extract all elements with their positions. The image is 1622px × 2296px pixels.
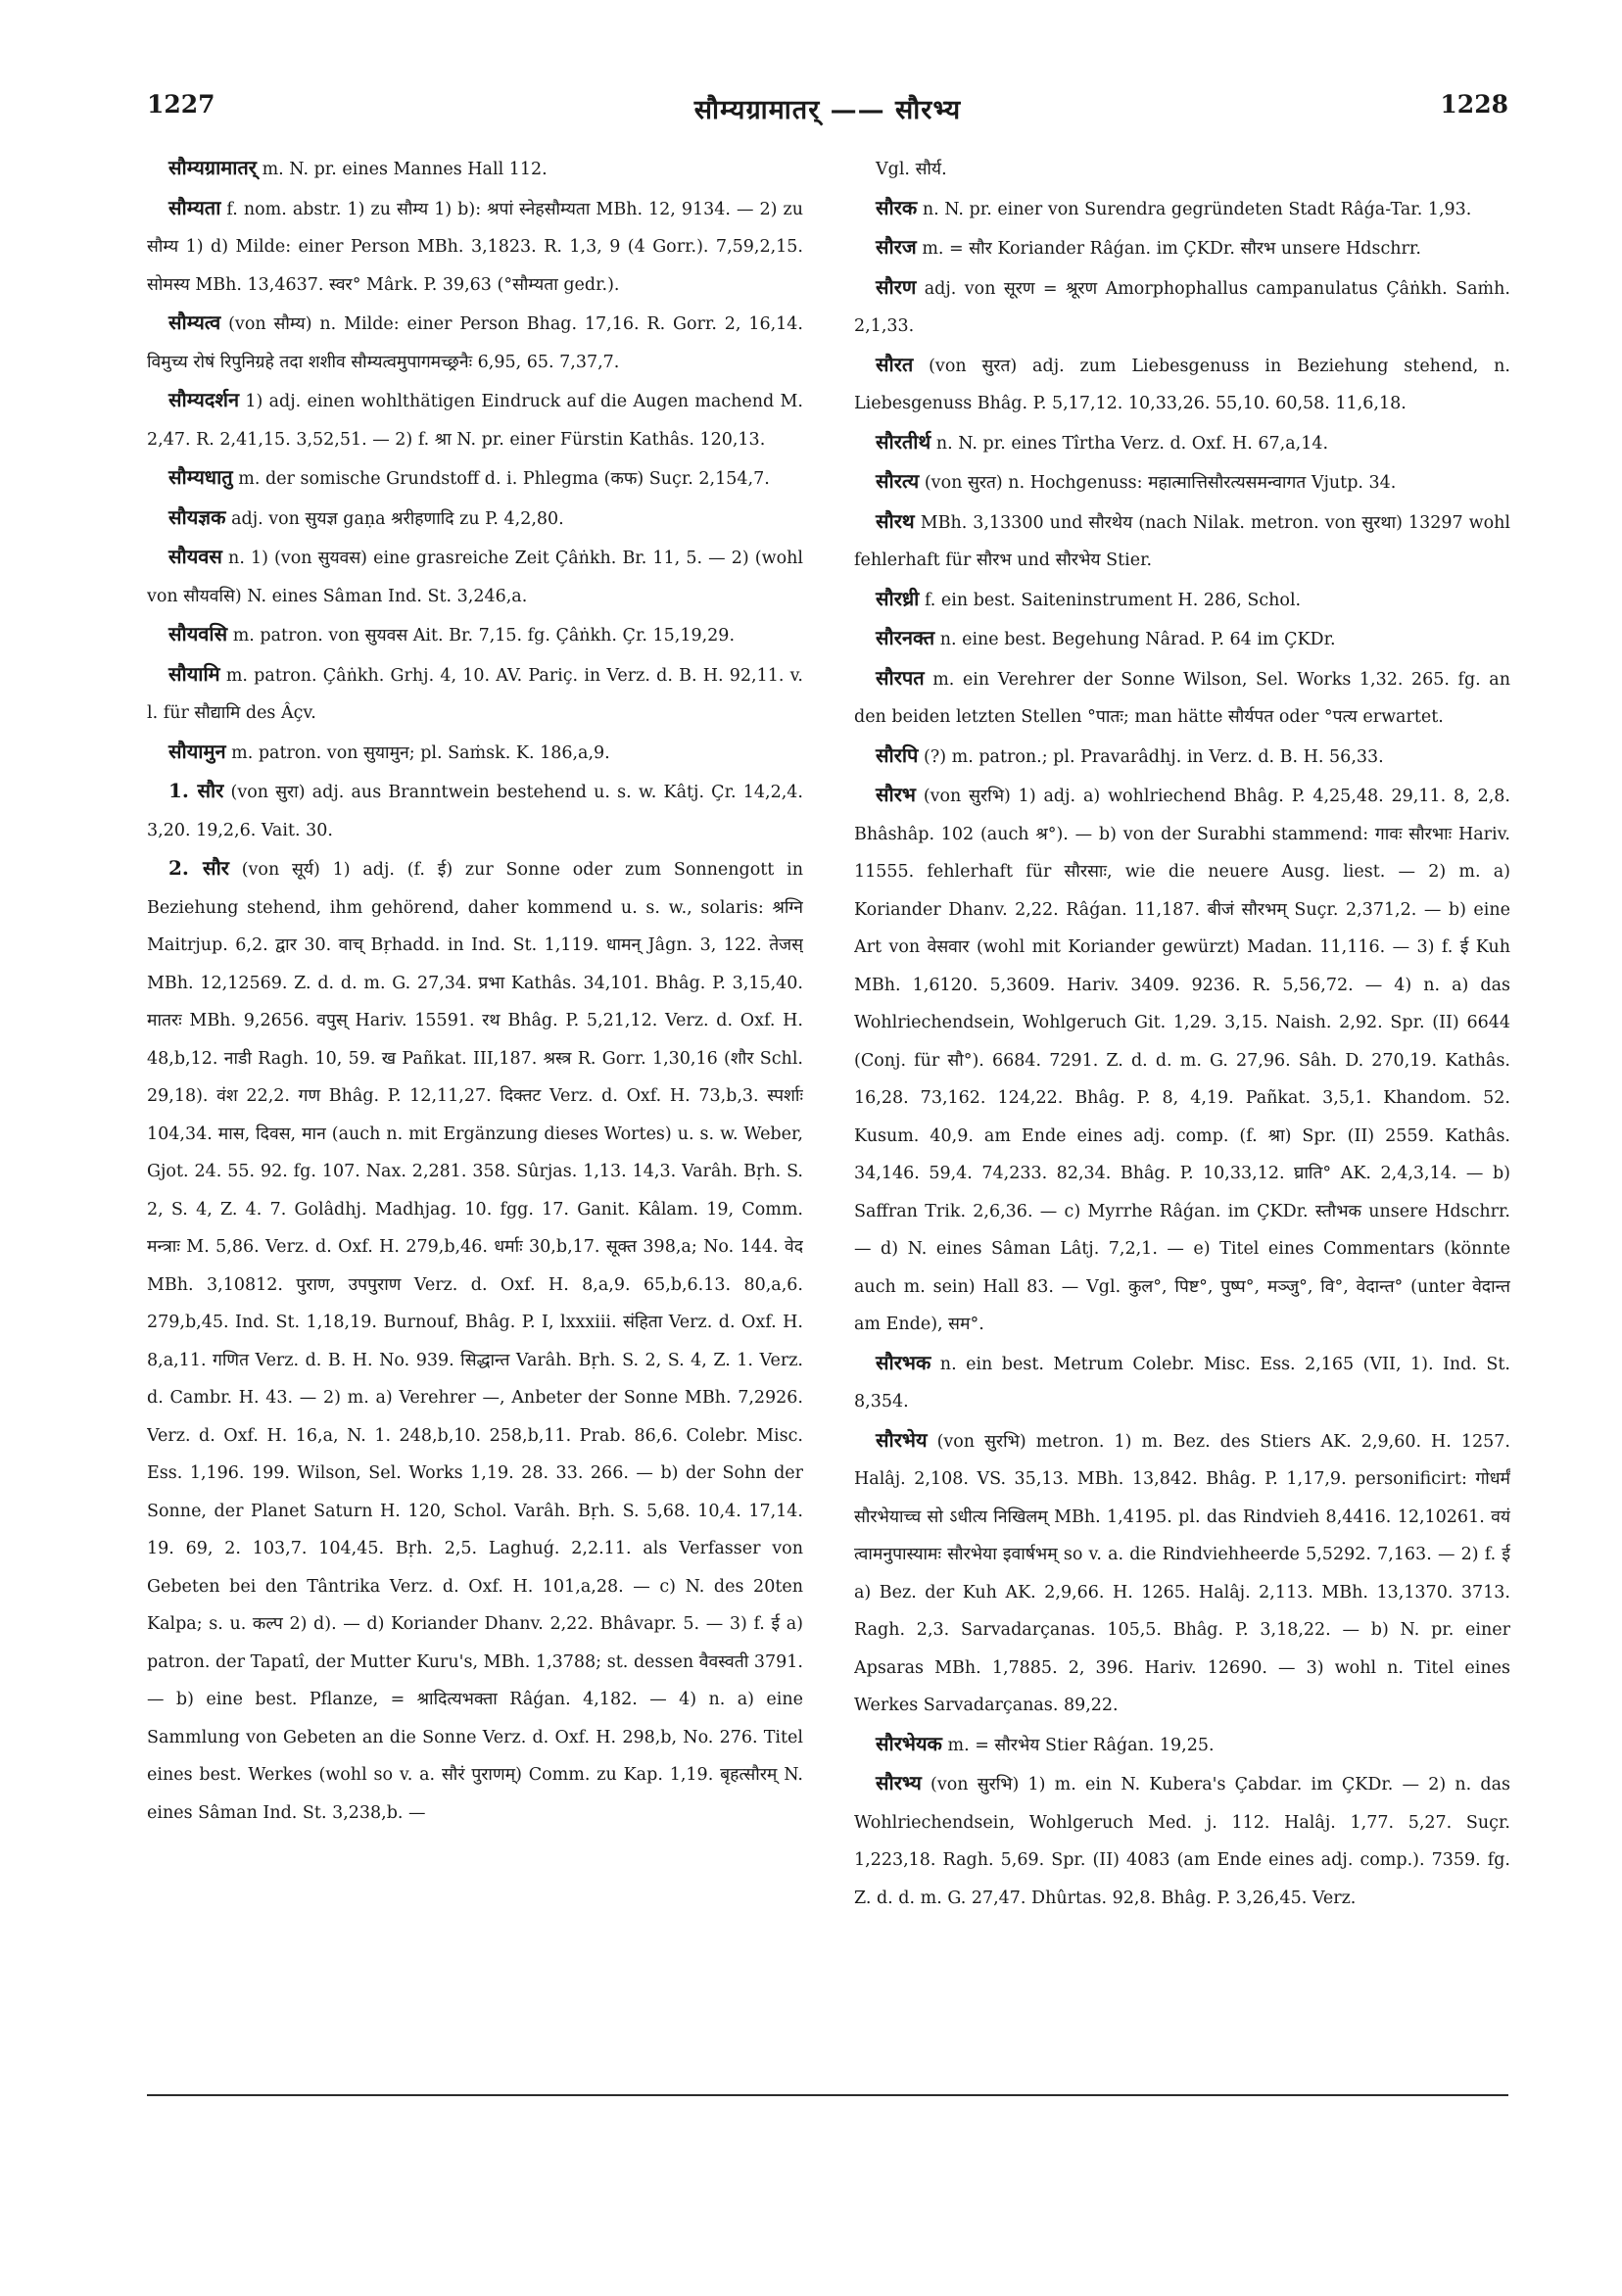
entry-headword: सौम्यता xyxy=(168,195,221,219)
entry-definition: m. patron. von सुयामुन; pl. Saṁsk. K. 186,a,9. xyxy=(231,742,610,763)
entry-definition: m. ein Verehrer der Sonne Wilson, Sel. Works 1,32. 265. fg. an den beiden letzten Stellen °पातः; man hätte सौर्यपत oder °पत्य erwartet. xyxy=(854,669,1510,727)
dictionary-entry xyxy=(854,228,1510,268)
dictionary-entry xyxy=(147,849,803,1832)
entry-definition: f. nom. abstr. 1) zu सौम्य 1) b): श्रपां स्नेहसौम्यता MBh. 12, 9134. — 2) zu सौम्य 1) d) Milde: einer Person MBh. 3,1823. R. 1,3, 9 (4 Gorr.). 7,59,2,15. सोमस्य MBh. 13,4637. स्वर° Mârk. P. 39,63 (°सौम्यता gedr.). xyxy=(147,199,803,295)
entry-definition: (von सुरभि) 1) m. ein N. Kubera's Çabdar. im ÇKDr. — 2) n. das Wohlriechendsein, Wohlgeruch Med. j. 112. Halâj. 1,77. 5,27. Suçr. 1,223,18. Ragh. 5,69. Spr. (II) 4083 (am Ende eines adj. comp.). 7359. fg. Z. d. d. m. G. 27,47. Dhûrtas. 92,8. Bhâg. P. 3,26,45. Verz. xyxy=(854,1775,1510,1908)
entry-headword: सौम्यग्रामातर् xyxy=(168,156,257,179)
entry-definition: (von सुरत) adj. zum Liebesgenuss in Beziehung stehend, n. Liebesgenuss Bhâg. P. 5,17,12. 10,33,26. 55,10. 60,58. 11,6,18. xyxy=(854,356,1510,413)
entry-headword: सौम्यत्व xyxy=(168,311,221,334)
entry-headword: सौम्यधातु xyxy=(168,465,233,489)
page-header xyxy=(147,90,1508,129)
entry-definition: n. eine best. Begehung Nârad. P. 64 im ÇKDr. xyxy=(939,630,1336,649)
entry-headword: सौरपत xyxy=(876,665,925,690)
entry-headword: सौरथ xyxy=(876,508,915,533)
dictionary-entry xyxy=(854,737,1510,777)
entry-definition: 1) adj. einen wohlthätigen Eindruck auf die Augen machend M. 2,47. R. 2,41,15. 3,52,51. — 2) f. श्रा N. pr. einer Fürstin Kathâs. 120,13. xyxy=(147,392,803,450)
entry-headword: सौरभक xyxy=(876,1350,931,1374)
dictionary-entry xyxy=(854,189,1510,229)
entry-headword: सौयज्ञक xyxy=(168,504,226,529)
dictionary-entry xyxy=(854,1764,1510,1912)
entry-headword: सौरभेयक xyxy=(876,1731,942,1755)
entry-definition: n. N. pr. eines Tîrtha Verz. d. Oxf. H. 67,a,14. xyxy=(935,433,1329,454)
dictionary-entry xyxy=(147,499,803,539)
entry-definition: m. = सौर Koriander Râǵan. im ÇKDr. सौरभ unsere Hdschrr. xyxy=(922,239,1421,259)
entry-definition: n. ein best. Metrum Colebr. Misc. Ess. 2,165 (VII, 1). Ind. St. 8,354. xyxy=(854,1354,1510,1411)
entry-headword: सौरनक्त xyxy=(876,626,935,649)
dictionary-entry xyxy=(854,776,1510,1344)
running-head: सौम्यग्रामातर् —— सौरभ्य xyxy=(693,95,962,125)
dictionary-entry xyxy=(854,619,1510,659)
entry-definition: m. = सौरभेय Stier Râǵan. 19,25. xyxy=(947,1735,1215,1755)
entry-definition: n. 1) (von सुयवस) eine grasreiche Zeit Çâṅkh. Br. 11, 5. — 2) (wohl von सौयवसि) N. eines Sâman Ind. St. 3,246,a. xyxy=(147,549,803,606)
entry-headword: सौयवसि xyxy=(168,622,228,646)
entry-headword: सौरत xyxy=(876,352,914,376)
dictionary-entry xyxy=(854,462,1510,502)
entry-headword: सौयामुन xyxy=(168,739,226,763)
entry-headword: 2. सौर xyxy=(168,856,229,880)
entry-headword: सौरत्य xyxy=(876,469,920,493)
dictionary-entry xyxy=(147,733,803,773)
entry-definition: f. ein best. Saiteninstrument H. 286, Schol. xyxy=(924,590,1302,610)
dictionary-entry xyxy=(147,615,803,655)
dictionary-entry xyxy=(854,580,1510,620)
entry-definition: (von सुरत) n. Hochgenuss: महात्मात्तिसौरत्यसमन्वागत Vjutp. 34. xyxy=(924,473,1397,493)
entry-headword: सौम्यदर्शन xyxy=(168,388,240,411)
entry-headword: 1. सौर xyxy=(168,779,224,802)
left-column xyxy=(147,149,803,1912)
entry-headword: सौरक xyxy=(876,195,918,219)
dictionary-entry xyxy=(147,458,803,499)
dictionary-entry xyxy=(147,304,803,381)
dictionary-entry xyxy=(854,502,1510,580)
right-page-number: 1228 xyxy=(1440,90,1508,119)
entry-definition: m. der somische Grundstoff d. i. Phlegma (कफ) Suçr. 2,154,7. xyxy=(238,469,770,489)
footer-rule xyxy=(147,2094,1508,2096)
entry-headword: सौरभ्य xyxy=(876,1771,922,1794)
dictionary-entry xyxy=(147,655,803,733)
entry-definition: (von सूर्य) 1) adj. (f. ई) zur Sonne oder zum Sonnengott in Beziehung stehend, ihm gehörend, daher kommend u. s. w., solaris: श्रग्नि Maitrjup. 6,2. द्वार 30. वाच् Bṛhadd. in Ind. St. 1,119. धामन् Jâgn. 3, 122. तेजस् MBh. 12,12569. Z. d. d. m. G. 27,34. प्रभा Kathâs. 34,101. Bhâg. P. 3,15,40. मातरः MBh. 9,2656. वपुस् Hariv. 15591. रथ Bhâg. P. 5,21,12. Verz. d. Oxf. H. 48,b,12. नाडी Ragh. 10, 59. ख Pañkat. III,187. श्रस्त्र R. Gorr. 1,30,16 (शौर Schl. 29,18). वंश 22,2. गण Bhâg. P. 12,11,27. दिक्तट Verz. d. Oxf. H. 73,b,3. स्पर्शाः 104,34. मास, दिवस, मान (auch n. mit Ergänzung dieses Wortes) u. s. w. Weber, Gjot. 24. 55. 92. fg. 107. Nax. 2,281. 358. Sûrjas. 1,13. 14,3. Varâh. Bṛh. S. 2, S. 4, Z. 4. 7. Golâdhj. Madhjag. 10. fgg. 17. Ganit. Kâlam. 19, Comm. मन्त्राः M. 5,86. Verz. d. Oxf. H. 279,b,46. धर्माः 30,b,17. सूक्त 398,a; No. 144. वेद MBh. 3,10812. पुराण, उपपुराण Verz. d. Oxf. H. 8,a,9. 65,b,6.13. 80,a,6. 279,b,45. Ind. St. 1,18,19. Burnouf, Bhâg. P. I, lxxxiii. संहिता Verz. d. Oxf. H. 8,a,11. गणित Verz. d. B. H. No. 939. सिद्धान्त Varâh. Bṛh. S. 2, S. 4, Z. 1. Verz. d. Cambr. H. 43. — 2) m. a) Verehrer —, Anbeter der Sonne MBh. 7,2926. Verz. d. Oxf. H. 16,a, N. 1. 248,b,10. 258,b,11. Prab. 86,6. Colebr. Misc. Ess. 1,196. 199. Wilson, Sel. Works 1,19. 28. 33. 266. — b) der Sohn der Sonne, der Planet Saturn H. 120, Schol. Varâh. Bṛh. S. 5,68. 10,4. 17,14. 19. 69, 2. 103,7. 104,45. Bṛh. 2,5. Laghuǵ. 2,2.11. als Verfasser von Gebeten bei den Tântrika Verz. d. Oxf. H. 101,a,28. — c) N. des 20ten Kalpa; s. u. कल्प 2) d). — d) Koriander Dhanv. 2,22. Bhâvapr. 5. — 3) f. ई a) patron. der Tapatî, der Mutter Kuru's, MBh. 1,3788; st. dessen वैवस्वती 3791. — b) eine best. Pflanze, = श्रादित्यभक्ता Râǵan. 4,182. — 4) n. a) eine Sammlung von Gebeten an die Sonne Verz. d. Oxf. H. 298,b, No. 276. Titel eines best. Werkes (wohl so v. a. सौरं पुराणम्) Comm. zu Kap. 1,19. बृहत्सौरम् N. eines Sâman Ind. St. 3,238,b. — xyxy=(147,860,803,1823)
entry-definition: Vgl. सौर्य. xyxy=(876,160,947,179)
entry-headword: सौरध्री xyxy=(876,586,920,610)
dictionary-entry xyxy=(854,1725,1510,1765)
entry-definition: m. patron. von सुयवस Ait. Br. 7,15. fg. Çâṅkh. Çr. 15,19,29. xyxy=(232,626,736,646)
entry-headword: सौरभेय xyxy=(876,1427,928,1452)
dictionary-entry xyxy=(854,659,1510,737)
entry-headword: सौयवस xyxy=(168,545,222,568)
right-column xyxy=(854,149,1510,1912)
entry-definition: (von सुरा) adj. aus Branntwein bestehend u. s. w. Kâtj. Çr. 14,2,4. 3,20. 19,2,6. Vait. 30. xyxy=(147,783,803,840)
left-page-number: 1227 xyxy=(147,90,215,119)
entry-definition: (?) m. patron.; pl. Pravarâdhj. in Verz. d. B. H. 56,33. xyxy=(924,746,1384,767)
dictionary-entry xyxy=(854,423,1510,463)
dictionary-entry xyxy=(854,149,1510,189)
entry-definition: (von सुरभि) 1) adj. a) wohlriechend Bhâg. P. 4,25,48. 29,11. 8, 2,8. Bhâshâp. 102 (auch श्र°). — b) von der Surabhi stammend: गावः सौरभाः Hariv. 11555. fehlerhaft für सौरसाः, wie die neuere Ausg. liest. — 2) m. a) Koriander Dhanv. 2,22. Râǵan. 11,187. बीजं सौरभम् Suçr. 2,371,2. — b) eine Art von वेसवार (wohl mit Koriander gewürzt) Madan. 11,116. — 3) f. ई Kuh MBh. 1,6120. 5,3609. Hariv. 3409. 9236. R. 5,56,72. — 4) n. a) das Wohlriechendsein, Wohlgeruch Git. 1,29. 3,15. Naish. 2,92. Spr. (II) 6644 (Conj. für सौ°). 6684. 7291. Z. d. d. m. G. 27,96. Sâh. D. 270,19. Kathâs. 16,28. 73,162. 124,22. Bhâg. P. 8, 4,19. Pañkat. 3,5,1. Khandom. 52. Kusum. 40,9. am Ende eines adj. comp. (f. श्रा) Spr. (II) 2559. Kathâs. 34,146. 59,4. 74,233. 82,34. Bhâg. P. 10,33,12. घ्राति° AK. 2,4,3,14. — b) Saffran Trik. 2,6,36. — c) Myrrhe Râǵan. im ÇKDr. स्तौभक unsere Hdschrr. — d) N. eines Sâman Lâtj. 7,2,1. — e) Titel eines Commentars (könnte auch m. sein) Hall 83. — Vgl. कुल°, पिष्ट°, पुष्प°, मञ्जु°, वि°, वेदान्त° (unter वेदान्त am Ende), सम°. xyxy=(854,787,1510,1334)
dictionary-entry xyxy=(147,772,803,849)
entry-definition: m. N. pr. eines Mannes Hall 112. xyxy=(262,160,548,179)
dictionary-entry xyxy=(854,1421,1510,1725)
entry-definition: MBh. 3,13300 und सौरथेय (nach Nilak. metron. von सुरथा) 13297 wohl fehlerhaft für सौरभ und सौरभेय Stier. xyxy=(854,512,1510,570)
entry-definition: (von सुरभि) metron. 1) m. Bez. des Stiers AK. 2,9,60. H. 1257. Halâj. 2,108. VS. 35,13. MBh. 13,842. Bhâg. P. 1,17,9. personificirt: गोधर्मं सौरभेयाच्च सो ऽधीत्य निखिलम् MBh. 1,4195. pl. das Rindvieh 8,4416. 12,10261. वयं त्वामनुपास्यामः सौरभेया इवार्षभम् so v. a. die Rindviehheerde 5,5292. 7,163. — 2) f. ई a) Bez. der Kuh AK. 2,9,66. H. 1265. Halâj. 2,113. MBh. 13,1370. 3713. Ragh. 2,3. Sarvadarçanas. 105,5. Bhâg. P. 3,18,22. — b) N. pr. einer Apsaras MBh. 1,7885. 2, 396. Hariv. 12690. — 3) wohl n. Titel eines Werkes Sarvadarçanas. 89,22. xyxy=(854,1431,1510,1715)
dictionary-entry xyxy=(854,268,1510,346)
entry-headword: सौरण xyxy=(876,274,917,299)
entry-headword: सौरभ xyxy=(876,783,916,806)
entry-headword: सौरपि xyxy=(876,742,919,767)
entry-definition: m. patron. Çâṅkh. Grhj. 4, 10. AV. Pariç. in Verz. d. B. H. 92,11. v. l. für सौद्यामि des Âçv. xyxy=(147,665,803,723)
entry-definition: (von सौम्य) n. Milde: einer Person Bhag. 17,16. R. Gorr. 2, 16,14. विमुच्य रोषं रिपुनिग्रहे तदा शशीव सौम्यत्वमुपागमच्छ्रनैः 6,95, 65. 7,37,7. xyxy=(147,314,803,372)
dictionary-entry xyxy=(854,346,1510,423)
entry-headword: सौरतीर्थ xyxy=(876,429,931,454)
entry-definition: adj. von सूरण = श्रूरण Amorphophallus campanulatus Çâṅkh. Saṁh. 2,1,33. xyxy=(854,278,1510,336)
dictionary-entry xyxy=(147,538,803,615)
dictionary-entry xyxy=(147,189,803,305)
dictionary-entry xyxy=(147,381,803,458)
entry-headword: सौरज xyxy=(876,235,917,259)
dictionary-entry xyxy=(147,149,803,189)
dictionary-entry xyxy=(854,1344,1510,1421)
entry-definition: adj. von सुयज्ञ gaṇa श्ररीहणादि zu P. 4,2,80. xyxy=(231,508,564,529)
entry-headword: सौयामि xyxy=(168,661,220,686)
entry-definition: n. N. pr. einer von Surendra gegründeten Stadt Râǵa-Tar. 1,93. xyxy=(922,199,1472,219)
